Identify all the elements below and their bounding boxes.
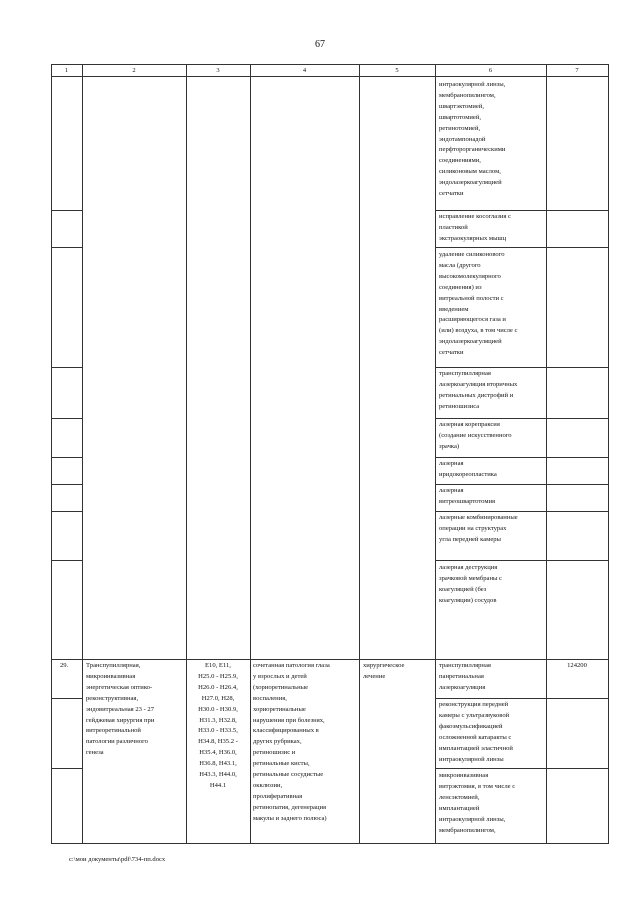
method-entry: лазерная иридокореопластика [439, 460, 497, 478]
method-entry: лазерная деструкция зрачковой мембраны с коагуляцией (без коагуляции) сосудов [439, 564, 502, 604]
col-rule-3 [250, 64, 251, 844]
method-entry: исправление косоглазия с пластикой экстраокулярных мышц [439, 213, 511, 242]
rule-c6-5 [51, 457, 82, 458]
rule-c6-3 [51, 367, 82, 368]
rule-c6-7 [51, 511, 82, 512]
method-entry: лазерная витреошвартотомия [439, 487, 496, 505]
rule-c6-1b [435, 210, 608, 211]
header-col-7: 7 [575, 67, 579, 74]
rule-c6-8 [51, 560, 82, 561]
col-rule-0 [51, 64, 52, 844]
rule-c6-2 [51, 247, 82, 248]
col-rule-1 [82, 64, 83, 844]
rule-c6-7b [435, 511, 608, 512]
col-rule-6 [546, 64, 547, 844]
header-col-2: 2 [132, 67, 136, 74]
treatment-type: хирургическое лечение [363, 662, 405, 680]
col-rule-4 [359, 64, 360, 844]
method-entry: интраокулярной линзы, мембранопилингом, швартэктомией, швартотомией, ретинотомией, эндотампонадой перфторорганическими соединениями, силиконовым маслом, эндолазеркоагуляцией сетчатки [439, 81, 506, 198]
header-col-3: 3 [216, 67, 220, 74]
rule-row29-2 [51, 768, 82, 769]
page-number: 67 [315, 39, 325, 50]
rule-c6-1 [51, 210, 82, 211]
rule-c6-8b [435, 560, 608, 561]
row-number: 29. [60, 662, 69, 669]
method-entry: лазерные комбинированные операции на структурах угла передней камеры [439, 514, 518, 543]
rule-row29-1 [51, 698, 82, 699]
care-type-name: Транспупиллярная, микроинвазивная энергетическая оптико- реконструктивная, эндовитреальная 23 - 27 гейджевая хирургия при витреоретинальной патологии различного генеза [86, 662, 155, 757]
rule-c6-4b [435, 418, 608, 419]
diagnosis-codes: Е10, Е11, Н25.0 - Н25.9, Н26.0 - Н26.4, Н27.0, Н28, Н30.0 - Н30.9, Н31.3, Н32.8, Н33.0 - Н33.5, Н34.8, Н35.2 - Н35.4, Н36.0, Н36.8, Н43.1, Н43.3, Н44.0, Н44.1 [198, 662, 238, 789]
col-rule-5 [435, 64, 436, 844]
rule-table-bottom [51, 843, 608, 844]
patient-model: сочетанная патология глаза у взрослых и детей (хориоретинальные воспаления, хориоретинальные нарушения при болезнях, классифицированных в других рубриках, ретиношизис и ретинальные кисты, ретинальные сосудистые окклюзии, пролиферативная ретинопатия, дегенерация макулы и заднего полюса) [253, 662, 330, 822]
rule-row29-2b [435, 768, 608, 769]
header-col-1: 1 [64, 67, 69, 74]
rule-c6-2b [435, 247, 608, 248]
rule-header-bottom [51, 76, 608, 77]
rule-c6-3b [435, 367, 608, 368]
rule-c6-6 [51, 484, 82, 485]
method-entry: микроинвазивная витрэктомия, в том числе с ленсэктомией, имплантацией интраокулярной линзы, мембранопилингом, [439, 772, 516, 834]
method-entry: лазерная корепраксия (создание искусственного зрачка) [439, 421, 512, 450]
col-rule-7 [608, 64, 609, 844]
method-entry: удаление силиконового масла (другого высокомолекулярного соединения) из витреальной полости с введением расширяющегося газа и (или) воздуха, в том числе с эндолазеркоагуляцией сетчатки [439, 251, 518, 357]
method-entry: транспупиллярная панретинальная лазеркоагуляция [439, 662, 491, 691]
header-col-6: 6 [488, 67, 493, 74]
cost-value: 124200 [567, 662, 587, 669]
header-col-5: 5 [395, 67, 399, 74]
method-entry: транспупиллярная лазеркоагуляция вторичных ретинальных дистрофий и ретиношизиса [439, 370, 518, 410]
document-path: c:\мои документы\pdf\734-пп.docx [69, 856, 166, 863]
rule-c6-5b [435, 457, 608, 458]
header-col-4: 4 [302, 67, 307, 74]
rule-row29-top [51, 659, 608, 660]
rule-c6-6b [435, 484, 608, 485]
rule-row29-1b [435, 698, 608, 699]
method-entry: реконструкция передней камеры с ультразвуковой факоэмульсификацией осложненной катаракты с имплантацией эластичной интраокулярной линзы [439, 701, 513, 763]
rule-c6-4 [51, 418, 82, 419]
